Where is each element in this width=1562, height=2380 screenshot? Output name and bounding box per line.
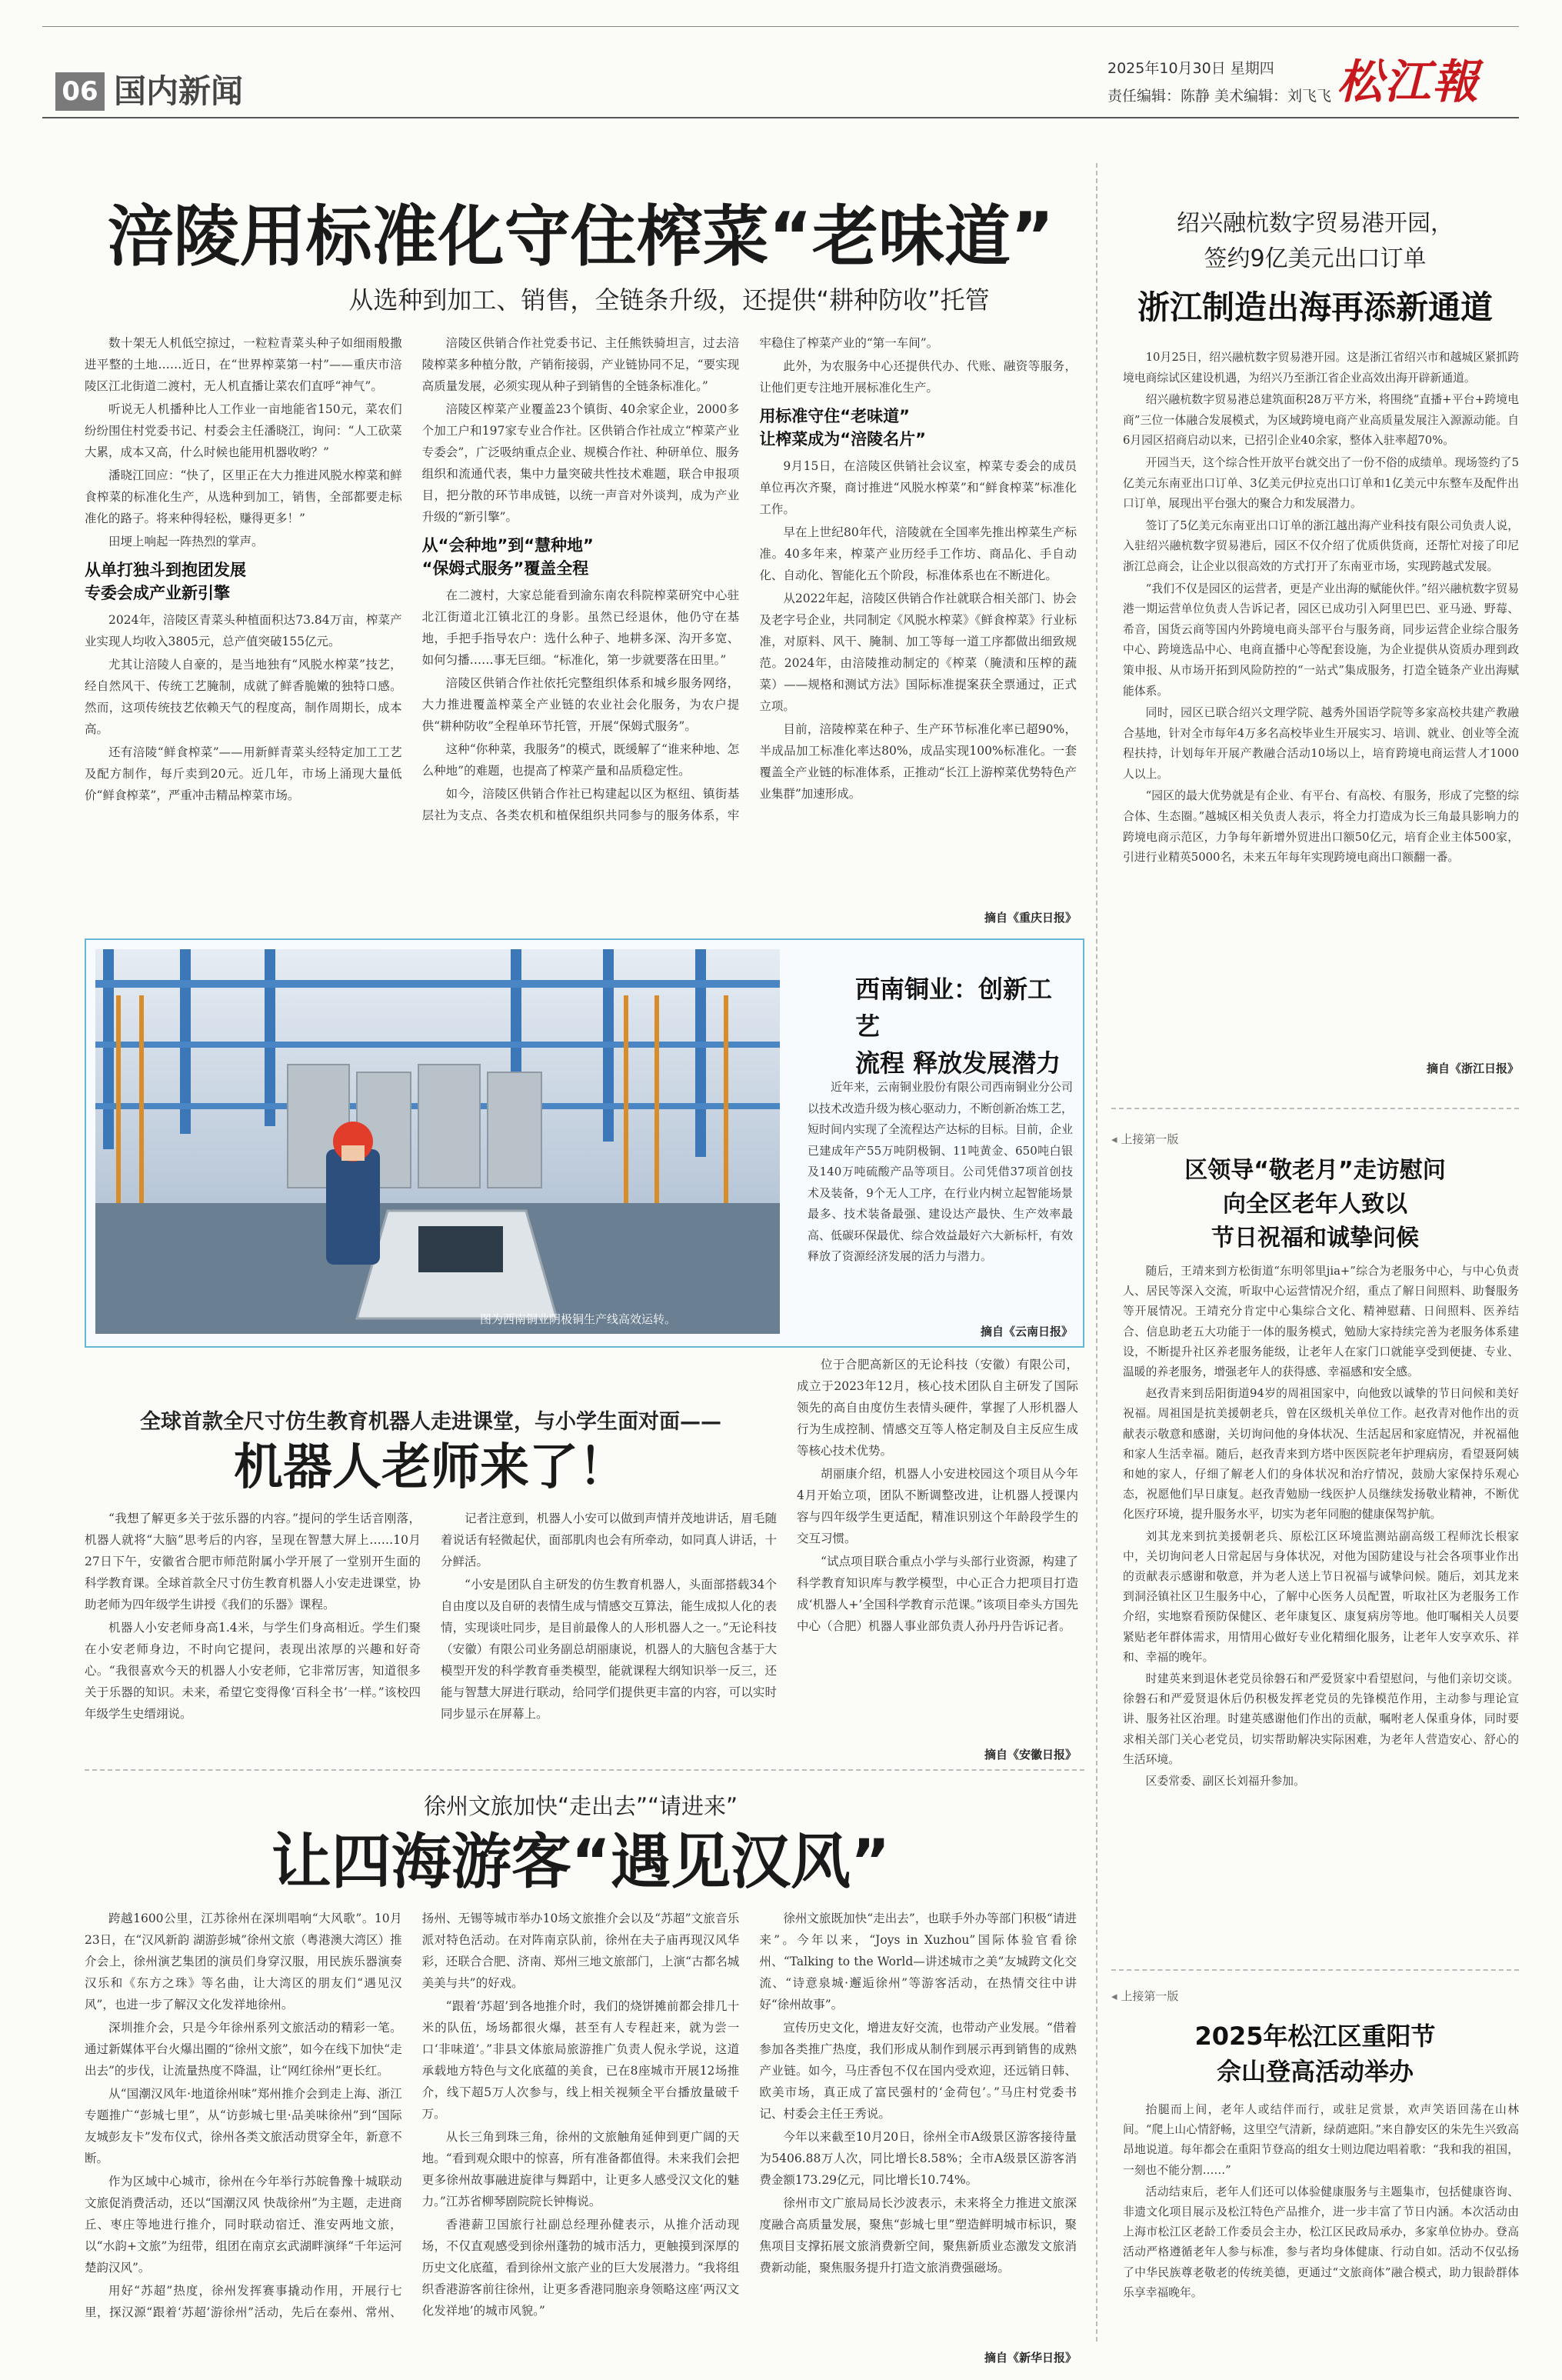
- paragraph: 徐州文旅既加快“走出去”，也联手外办等部门积极“请进来”。今年以来，“Joys in Xuzhou”国际体验官看徐州、“Talking to the World—讲述城市之美”友城跨文化交流、“诗意泉城·邂逅徐州”等游客活动，在热情交往中讲好“徐州故事”。: [759, 1912, 1077, 2012]
- paragraph: 如今，涪陵区供销合作社已构建起以区为枢纽、镇街基层社为支点、各类农机和植保组织共同参与的服务体系，牢牢稳住了榨菜产业的“第一车间”。: [421, 336, 939, 822]
- paragraph: 刘其龙来到抗美援朝老兵、原松江区环境监测站副高级工程师沈长根家中，关切询问老人日常起居与身体状况，对他为国防建设与社会各项事业作出的贡献表示感谢和敬意，并为老人送上节日祝福与诚挚问候。随后，刘其龙来到洞泾镇社区卫生服务中心，了解中心医务人员配置，听取社区为老服务工作介绍，实地察看预防保健区、老年康复区、康复病房等地。他叮嘱相关人员要紧贴老年群体需求，用情用心做好专业化精细化服务，让老年人安享欢乐、祥和、幸福的晚年。: [1123, 1529, 1519, 1664]
- paragraph: 签订了5亿美元东南亚出口订单的浙江越出海产业科技有限公司负责人说，入驻绍兴融杭数字贸易港后，园区不仅介绍了优质供货商，还帮忙对接了印尼浙江总商会，让企业以很高效的方式打开了东南亚市场，实现跨越式发展。: [1123, 518, 1519, 573]
- section-heading: 从单打独斗到抱团发展 专委会成产业新引擎: [85, 561, 246, 602]
- paragraph: 赵孜青来到岳阳街道94岁的周祖国家中，向他致以诚挚的节日问候和美好祝福。周祖国是抗美援朝老兵，曾在区级机关单位工作。赵孜青对他作出的贡献表示敬意和感谢，关切询问他的身体状况、生活起居和家庭情况，并祝福他和家人生活幸福。随后，赵孜青来到方塔中医医院老年护理病房，看望聂阿姨和她的家人，仔细了解老人们的身体状况和治疗情况，鼓励大家保持乐观心态，祝愿他们早日康复。赵孜青勉励一线医护人员继续发扬敬业精神，不断优化医疗环境，提升服务水平，切实为老年同胞的健康保驾护航。: [1123, 1387, 1519, 1522]
- paragraph: 开园当天，这个综合性开放平台就交出了一份不俗的成绩单。现场签约了5亿美元东南亚出口订单、3亿美元伊拉克出口订单和1亿美元中东整车及配件出口订单，展现出平台强大的聚合力和发展潜力。: [1123, 455, 1519, 511]
- divider: [1111, 1108, 1519, 1109]
- section-heading: 从“会种地”到“慧种地” “保姆式服务”覆盖全程: [421, 536, 594, 578]
- issue-date: 2025年10月30日 星期四: [1107, 60, 1274, 77]
- column-divider: [1096, 163, 1097, 2342]
- source-credit: 摘自《安徽日报》: [984, 1748, 1077, 1762]
- source-credit: 摘自《新华日报》: [984, 2351, 1077, 2365]
- divider: [85, 1769, 1084, 1771]
- paragraph: 涪陵区供销合作社党委书记、主任熊铁骑坦言，过去涪陵榨菜多种植分散，产销衔接弱，产业链协同不足，“要实现高质量发展，必须实现从种子到销售的全链条标准化。”: [421, 336, 740, 393]
- headline: 2025年松江区重阳节 佘山登高活动举办: [1194, 2022, 1436, 2086]
- article-body: [1123, 1262, 1519, 1954]
- factory-photo: [95, 949, 780, 1334]
- masthead-logo: 松江報: [1337, 55, 1480, 109]
- paragraph: 区委常委、副区长刘福升参加。: [1145, 1775, 1305, 1788]
- paragraph: 同时，园区已联合绍兴文理学院、越秀外国语学院等多家高校共建产教融合基地，针对全市每年4万多名高校毕业生开展实习、培训、就业、创业等全流程扶持，计划每年开展产教融合活动10场以上，培育跨境电商运营人才1000人以上。: [1123, 706, 1519, 781]
- paragraph: 用好“苏超”热度，徐州发挥赛事撬动作用，开展行七里，探汉源“跟着‘苏超’游徐州”活动，先后在泰州、常州、扬州、无锡等城市举办10场文旅推介会以及“苏超”文旅音乐派对特色活动。在对阵南京队前，徐州在夫子庙再现汉风华彩，还联合合肥、济南、郑州三地文旅部门，上演“古都名城 美美与共”的好戏。: [85, 1912, 740, 2319]
- divider: [1111, 1969, 1519, 1971]
- lead-line: 徐州文旅加快“走出去”“请进来”: [423, 1793, 738, 1819]
- top-rule: [42, 26, 1519, 27]
- paragraph: “园区的最大优势就是有企业、有平台、有高校、有服务，形成了完整的综合体、生态圈。”越城区相关负责人表示，将全力打造成为长三角最具影响力的跨境电商示范区，力争每年新增外贸进出口额50亿元，培育企业主体500家，引进行业精英5000名，未来五年每年实现跨境电商出口额翻一番。: [1123, 789, 1519, 865]
- paragraph: 此外，为农服务中心还提供代办、代账、融资等服务，让他们更专注地开展标准化生产。: [759, 359, 1077, 395]
- paragraph: 2024年，涪陵区青菜头种植面积达73.84万亩，榨菜产业实现人均收入3805元，总产值突破155亿元。: [85, 613, 402, 648]
- paragraph: 作为区域中心城市，徐州在今年举行苏皖鲁豫十城联动文旅促消费活动，还以“国潮汉风 快哉徐州”为主题，走进商丘、枣庄等地进行推介，同时联动宿迁、淮安两地文旅，以“水韵+文旅”为纽带，组团在南京玄武湖畔演绎“千年运河 楚韵汉风”。: [85, 2175, 402, 2275]
- paragraph: “小安是团队自主研发的仿生教育机器人，头面部搭载34个自由度以及自研的表情生成与情感交互算法，能生成拟人化的表情，实现谈吐同步，是目前最像人的人形机器人之一。”无论科技（安徽）有限公司业务副总胡丽康说，机器人的大脑包含基于大模型开发的科学教育垂类模型，能就课程大纲知识举一反三，还能与智慧大屏进行联动，给同学们提供更丰富的内容，可以实时同步显示在屏幕上。: [441, 1578, 777, 1721]
- paragraph: 尤其让涪陵人自豪的，是当地独有“风脱水榨菜”技艺，经自然风干、传统工艺腌制，成就了鲜香脆嫩的独特口感。然而，这项传统技艺依赖天气的程度高，制作周期长，成本高。: [85, 658, 402, 736]
- headline: 区领导“敬老月”走访慰问 向全区老年人致以 节日祝福和诚挚问候: [1184, 1157, 1446, 1252]
- header-rule: [42, 117, 1519, 118]
- page-number: 06: [55, 72, 105, 111]
- paragraph: 从“国潮汉风年·地道徐州味”郑州推介会到走上海、浙江专题推广“彭城七里”，从“访彭城七里·品美味徐州”到“国际友城彭友卡”发布仪式，徐州各类文旅活动贯穿全年，新意不断。: [85, 2087, 402, 2165]
- paragraph: 听说无人机播种比人工作业一亩地能省150元，菜农们纷纷围住村党委书记、村委会主任潘晓江，询问：“人工砍菜大累，成本又高，什么时候也能用机器收哟？”: [85, 402, 402, 459]
- paragraph: 从长三角到珠三角，徐州的文旅触角延伸到更广阔的天地。“看到观众眼中的惊喜，所有准备都值得。未来我们会把更多徐州故事融进旋律与舞蹈中，让更多人感受汉文化的魅力。”江苏省柳琴剧院院长钟梅说。: [421, 2130, 740, 2208]
- paragraph: 时建英来到退休老党员徐磐石和严爱贤家中看望慰问，与他们亲切交谈。徐磐石和严爱贤退休后仍积极发挥老党员的先锋模范作用，主动参与理论宣讲、服务社区治理。时建英感谢他们作出的贡献，嘱咐老人保重身体，同时要求相关部门关心老党员，切实帮助解决实际困难，为老年人营造安心、舒心的生活环境。: [1123, 1672, 1519, 1766]
- paragraph: 机器人小安老师身高1.4米，与学生们身高相近。学生们聚在小安老师身边，不时向它提问，表现出浓厚的兴趣和好奇心。“我很喜欢今天的机器人小安老师，它非常厉害，知道很多关于乐器的知识。未来，希望它变得像‘百科全书’一样。”该校四年级学生史缙翊说。: [85, 1621, 421, 1721]
- article-body-left: [85, 1508, 777, 1738]
- paragraph: 早在上世纪80年代，涪陵就在全国率先推出榨菜生产标准。40多年来，榨菜产业历经手工作坊、商品化、手自动化、自动化、智能化五个阶段，标准体系也在不断进化。: [759, 525, 1077, 582]
- paragraph: 还有涪陵“鲜食榨菜”——用新鲜青菜头经特定加工工艺及配方制作，每斤卖到20元。近几年，市场上涌现大量低价“鲜食榨菜”，严重冲击精品榨菜市场。: [85, 745, 402, 802]
- paragraph: “我想了解更多关于弦乐器的内容。”提问的学生话音刚落，机器人就将“大脑”思考后的内容，呈现在智慧大屏上……10月27日下午，安徽省合肥市师范附属小学开展了一堂别开生面的科学教育课。全球首款全尺寸仿生教育机器人小安走进课堂，协助老师为四年级学生讲授《我们的乐器》课程。: [85, 1512, 421, 1612]
- paragraph: 涪陵区供销合作社依托完整组织体系和城乡服务网络，大力推进覆盖榨菜全产业链的农业社会化服务，为农户提供“耕种防收”全程单环节托管，开展“保姆式服务”。: [421, 676, 740, 733]
- paragraph: 绍兴融杭数字贸易港总建筑面积28万平方米，将围绕“直播+平台+跨境电商”三位一体融合发展模式，为区域跨境电商产业高质量发展注入源源动能。自6月园区招商启动以来，已招引企业40余家，整体入驻率超70%。: [1123, 393, 1519, 448]
- headline: 让四海游客“遇见汉风”: [271, 1828, 891, 1897]
- paragraph: 从2022年起，涪陵区供销合作社就联合相关部门、协会及老字号企业，共同制定《风脱水榨菜》《鲜食榨菜》行业标准，对原料、风干、腌制、加工等每一道工序都做出细致规范。2024年，由涪陵推动制定的《榨菜（腌渍和压榨的蔬菜）——规格和测试方法》国际标准提案获全票通过，正式立项。: [759, 592, 1077, 713]
- paragraph: 位于合肥高新区的无论科技（安徽）有限公司，成立于2023年12月，核心技术团队自主研发了国际领先的高自由度仿生表情头硬件，掌握了人形机器人行为生成控制、情感交互等人格定制及自主反应生成等核心技术优势。: [797, 1358, 1078, 1458]
- paragraph: 随后，王靖来到方松街道“东明邻里jia+”综合为老服务中心，与中心负责人、居民等深入交流，听取中心运营情况介绍，重点了解日间照料、助餐服务等开展情况。王靖充分肯定中心集综合文化、精神慰藉、日间照料、医养结合、信息助老五大功能于一体的服务模式，勉励大家持续完善为老服务体系建设，不断提升社区养老服务能级，让老年人在家门口就能享受到便捷、专业、温暖的养老服务，增强老年人的获得感、幸福感和安全感。: [1123, 1265, 1519, 1379]
- continued-from-tag: ◂ 上接第一版: [1111, 1131, 1178, 1147]
- feature-headline: 西南铜业：创新工艺 流程 释放发展潜力: [855, 975, 1061, 1078]
- paragraph: 今年以来截至10月20日，徐州全市A级景区游客接待量为5406.88万人次，同比增长8.58%；全市A级景区游客消费金额173.29亿元，同比增长10.74%。: [759, 2130, 1077, 2187]
- article-body: [1123, 2100, 1519, 2362]
- paragraph: 在二渡村，大家总能看到渝东南农科院榨菜研究中心驻北江街道北江镇北江的身影。虽然已经退休，他仍守在基地，手把手指导农户：选什么种子、地耕多深、沟开多宽、如何匀播……事无巨细。“标准化，第一步就要落在田里。”: [421, 588, 740, 667]
- lead-line: 绍兴融杭数字贸易港开园， 签约9亿美元出口订单: [1177, 210, 1454, 272]
- paragraph: “试点项目联合重点小学与头部行业资源，构建了科学教育知识库与教学模型，中心正合力把项目打造成‘机器人+’全国科学教育示范课。”该项目牵头方国先中心（合肥）机器人事业部负责人孙丹丹告诉记者。: [797, 1555, 1078, 1633]
- section-heading: 用标准守住“老味道” 让榨菜成为“涪陵名片”: [759, 407, 926, 448]
- paragraph: 潘晓江回应：“快了，区里正在大力推进风脱水榨菜和鲜食榨菜的标准化生产，从选种到加工，销售，全部都要走标准化的路子。将来种得轻松，赚得更多！”: [85, 468, 402, 525]
- photo-caption: 图为西南铜业阴极铜生产线高效运转。: [480, 1312, 677, 1326]
- paragraph: 活动结束后，老年人们还可以体验健康服务与主题集市，包括健康咨询、非遗文化项目展示及松江特色产品推介，进一步丰富了节日内涵。本次活动由上海市松江区老龄工作委员会主办，松江区民政局承办，多家单位协办。登高活动严格遵循老年人参与标准，参与者均身体健康、行动自如。活动不仅弘扬了中华民族尊老敬老的传统美德，更通过“文旅商体”融合模式，助力银龄群体乐享幸福晚年。: [1123, 2185, 1519, 2299]
- paragraph: 徐州市文广旅局局长沙波表示，未来将全力推进文旅深度融合高质量发展，聚焦“彭城七里”塑造鲜明城市标识，聚焦项目支撑拓展文旅消费新空间，聚焦新质业态激发文旅消费新动能，聚焦服务提升打造文旅消费强磁场。: [759, 2196, 1077, 2275]
- paragraph: 胡丽康介绍，机器人小安进校园这个项目从今年4月开始立项，团队不断调整改进，让机器人授课内容与四年级学生更适配，精准识别这个年龄段学生的交互习惯。: [797, 1467, 1078, 1545]
- paragraph: 抬腿而上间，老年人或结伴而行，或驻足赏景，欢声笑语回荡在山林间。“爬上山心情舒畅，这里空气清新，绿荫遮阳。”来自静安区的朱先生兴致高昂地说道。每年都会在重阳节登高的组女士则边爬边唱着歌：“我和我的祖国，一刻也不能分割……”: [1123, 2103, 1519, 2177]
- paragraph: 涪陵区榨菜产业覆盖23个镇街、40余家企业，2000多个加工户和197家专业合作社。区供销合作社成立“榨菜产业专委会”，广泛吸纳重点企业、规模合作社、种研单位、服务组织和流通代表，集中力量突破共性技术难题，联合申报项目，把分散的环节串成链，以统一声音对外谈判，成为产业升级的“新引擎”。: [421, 402, 740, 524]
- continued-from-tag: ◂ 上接第一版: [1111, 1988, 1178, 2004]
- paragraph: 这种“你种菜，我服务”的模式，既缓解了“谁来种地、怎么种地”的难题，也提高了榨菜产量和品质稳定性。: [421, 742, 740, 778]
- article-body: [85, 332, 1077, 905]
- paragraph: 10月25日，绍兴融杭数字贸易港开园。这是浙江省绍兴市和越城区紧抓跨境电商综试区建设机遇，为绍兴乃至浙江省企业高效出海开辟新通道。: [1123, 351, 1519, 385]
- source-credit: 摘自《浙江日报》: [1426, 1062, 1519, 1075]
- paragraph: 香港薪卫国旅行社副总经理孙健表示，从推介活动现场，不仅直观感受到徐州蓬勃的城市活力，更触摸到深厚的历史文化底蕴，看到徐州文旅产业的巨大发展潜力。“我将组织香港游客前往徐州，让更多香港同胞亲身领略这座‘两汉文化发祥地’的城市风貌。”: [421, 2218, 740, 2318]
- paragraph: 宣传历史文化，增进友好交流，也带动产业发展。“借着参加各类推广热度，我们形成从制作到展示再到销售的成熟产业链。如今，马庄香包不仅在国内受欢迎，还远销日韩、欧美市场，真正成了富民强村的‘金荷包’。”马庄村党委书记、村委会主任王秀说。: [759, 2021, 1077, 2121]
- source-credit: 摘自《云南日报》: [980, 1325, 1073, 1338]
- paragraph: 数十架无人机低空掠过，一粒粒青菜头种子如细雨般撒进平整的土地……近日，在“世界榨菜第一村”——重庆市涪陵区江北街道二渡村，无人机直播让菜农们直呼“神气”。: [85, 336, 402, 393]
- editors-line: 责任编辑：陈静 美术编辑：刘飞飞: [1107, 88, 1332, 105]
- paragraph: 目前，涪陵榨菜在种子、生产环节标准化率已超90%，半成品加工标准化率达80%，成品实现100%标准化。一套覆盖全产业链的标准体系，正推动“长江上游榨菜优势特色产业集群”加速形成。: [759, 722, 1077, 801]
- subheadline: 从选种到加工、销售，全链条升级，还提供“耕种防收”托管: [348, 285, 990, 315]
- article-body-right: [797, 1354, 1078, 1738]
- paragraph: 田埂上响起一阵热烈的掌声。: [108, 535, 264, 548]
- paragraph: 9月15日，在涪陵区供销社会议室，榨菜专委会的成员单位再次齐聚，商讨推进“风脱水榨菜”和“鲜食榨菜”标准化工作。: [759, 459, 1077, 516]
- article-body: [85, 1908, 1077, 2354]
- headline: 浙江制造出海再添新通道: [1137, 288, 1493, 326]
- source-credit: 摘自《重庆日报》: [984, 911, 1077, 925]
- paragraph: 深圳推介会，只是今年徐州系列文旅活动的精彩一笔。通过新媒体平台火爆出圈的“徐州文旅”，如今在线下加快“走出去”的步伐，让流量热度不降温，让“网红徐州”更长红。: [85, 2021, 402, 2078]
- section-title: 国内新闻: [114, 72, 244, 110]
- headline: 涪陵用标准化守住榨菜“老味道”: [107, 198, 1054, 275]
- paragraph: 近年来，云南铜业股份有限公司西南铜业分公司以技术改造升级为核心驱动力，不断创新冶炼工艺，短时间内实现了全流程达产达标的目标。目前，企业已建成年产55万吨阴极铜、11吨黄金、650吨白银及140万吨硫酸产品等项目。公司凭借37项首创技术及装备，9个无人工序，在行业内树立起智能场景最多、技术装备最强、建设达产最快、生产效率最高、低碳环保最优、综合效益最好六大新标杆，有效释放了资源经济发展的活力与潜力。: [808, 1080, 1074, 1263]
- paragraph: “我们不仅是园区的运营者，更是产业出海的赋能伙伴。”绍兴融杭数字贸易港一期运营单位负责人告诉记者，园区已成功引入阿里巴巴、亚马逊、野莓、希音，国货云商等国内外跨境电商头部平台与服务商，同步运营企业综合服务中心、跨境选品中心、电商直播中心等配套设施，为企业提供从资质办理到政策申报、从市场开拓到风险防控的“一站式”集成服务，打造全链条产业出海赋能体系。: [1123, 582, 1519, 698]
- paragraph: 跨越1600公里，江苏徐州在深圳唱响“大风歌”。10月23日，在“汉风新韵 湖游彭城”徐州文旅（粤港澳大湾区）推介会上，徐州演艺集团的演员们身穿汉服，用民族乐器演奏汉乐和《东方之珠》等名曲，让大湾区的朋友们“遇见汉风”，也进一步了解汉文化发祥地徐州。: [85, 1912, 402, 2012]
- lead-line: 全球首款全尺寸仿生教育机器人走进课堂，与小学生面对面——: [140, 1410, 721, 1434]
- paragraph: 记者注意到，机器人小安可以做到声情并茂地讲话，眉毛随着说话有轻微起伏，面部肌肉也会有所牵动，如同真人讲话，十分鲜活。: [441, 1512, 777, 1568]
- article-body: [808, 1077, 1073, 1269]
- article-body: [1123, 348, 1519, 1055]
- headline: 机器人老师来了！: [234, 1439, 628, 1496]
- paragraph: “跟着‘苏超’到各地推介时，我们的烧饼摊前都会排几十米的队伍，场场都很火爆，甚至有人专程赶来，就为尝一口‘非味道’。”非县文体旅局旅游推广负责人倪永学说，这道承载地方特色与文化底蕴的美食，已在8座城市开展12场推介，线下超5万人次参与，线上相关视频全平台播放量破千万。: [421, 1999, 740, 2121]
- article-body: [85, 1354, 1078, 1738]
